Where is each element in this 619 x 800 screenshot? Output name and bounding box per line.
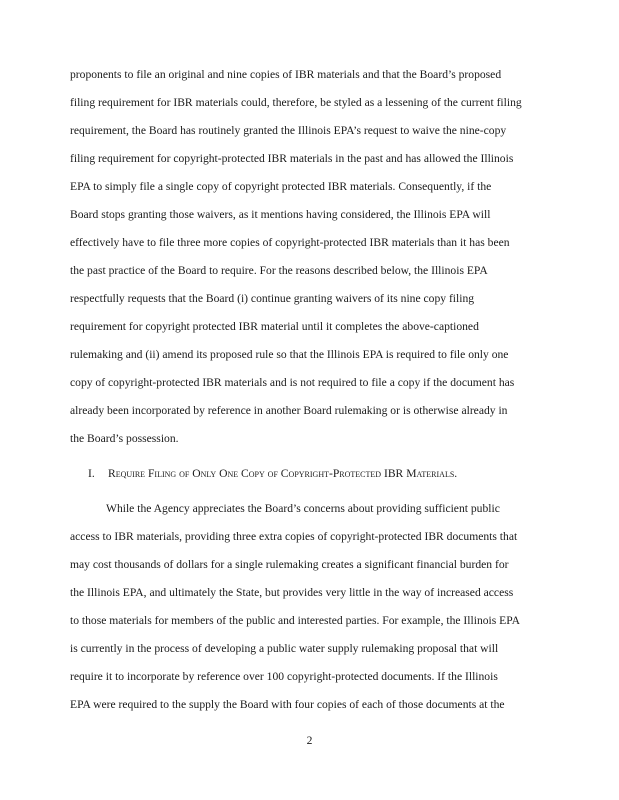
text-line: requirement for copyright protected IBR material until it completes the above-captioned [70, 320, 479, 333]
text-line: the Board’s possession. [70, 432, 179, 445]
text-line: filing requirement for IBR materials could, therefore, be styled as a lessening of the current filing [70, 96, 522, 109]
text-line: the Illinois EPA, and ultimately the State, but provides very little in the way of increased access [70, 586, 514, 599]
text-line: effectively have to file three more copies of copyright-protected IBR materials than it has been [70, 236, 510, 249]
text-line: may cost thousands of dollars for a single rulemaking creates a significant financial burden for [70, 558, 509, 571]
text-line: is currently in the process of developing a public water supply rulemaking proposal that will [70, 642, 499, 655]
text-line: EPA to simply file a single copy of copyright protected IBR materials. Consequently, if the [70, 180, 492, 193]
text-line: access to IBR materials, providing three extra copies of copyright-protected IBR documents that [70, 530, 518, 543]
section-title: Require Filing of Only One Copy of Copyright-Protected IBR Materials. [108, 467, 458, 480]
page-number: 2 [306, 734, 313, 747]
text-line: require it to incorporate by reference over 100 copyright-protected documents. If the Illinois [70, 670, 498, 683]
section-heading [88, 467, 457, 481]
text-line: proponents to file an original and nine copies of IBR materials and that the Board’s proposed [70, 68, 502, 81]
text-line: to those materials for members of the public and interested parties. For example, the Illinois EPA [70, 614, 521, 627]
text-line: the past practice of the Board to require. For the reasons described below, the Illinois EPA [70, 264, 488, 277]
text-line: rulemaking and (ii) amend its proposed rule so that the Illinois EPA is required to file only one [70, 348, 509, 361]
text-line: EPA were required to the supply the Board with four copies of each of those documents at the [70, 698, 505, 711]
section-number: I. [88, 467, 95, 480]
text-line: While the Agency appreciates the Board’s concerns about providing sufficient public [106, 502, 500, 515]
text-line: copy of copyright-protected IBR materials and is not required to file a copy if the document has [70, 376, 515, 389]
text-line: filing requirement for copyright-protected IBR materials in the past and has allowed the Illinois [70, 152, 514, 165]
text-line: already been incorporated by reference in another Board rulemaking or is otherwise already in [70, 404, 508, 417]
text-line: respectfully requests that the Board (i) continue granting waivers of its nine copy filing [70, 292, 475, 305]
text-line: requirement, the Board has routinely granted the Illinois EPA’s request to waive the nine-copy [70, 124, 507, 137]
text-line: Board stops granting those waivers, as it mentions having considered, the Illinois EPA will [70, 208, 491, 221]
